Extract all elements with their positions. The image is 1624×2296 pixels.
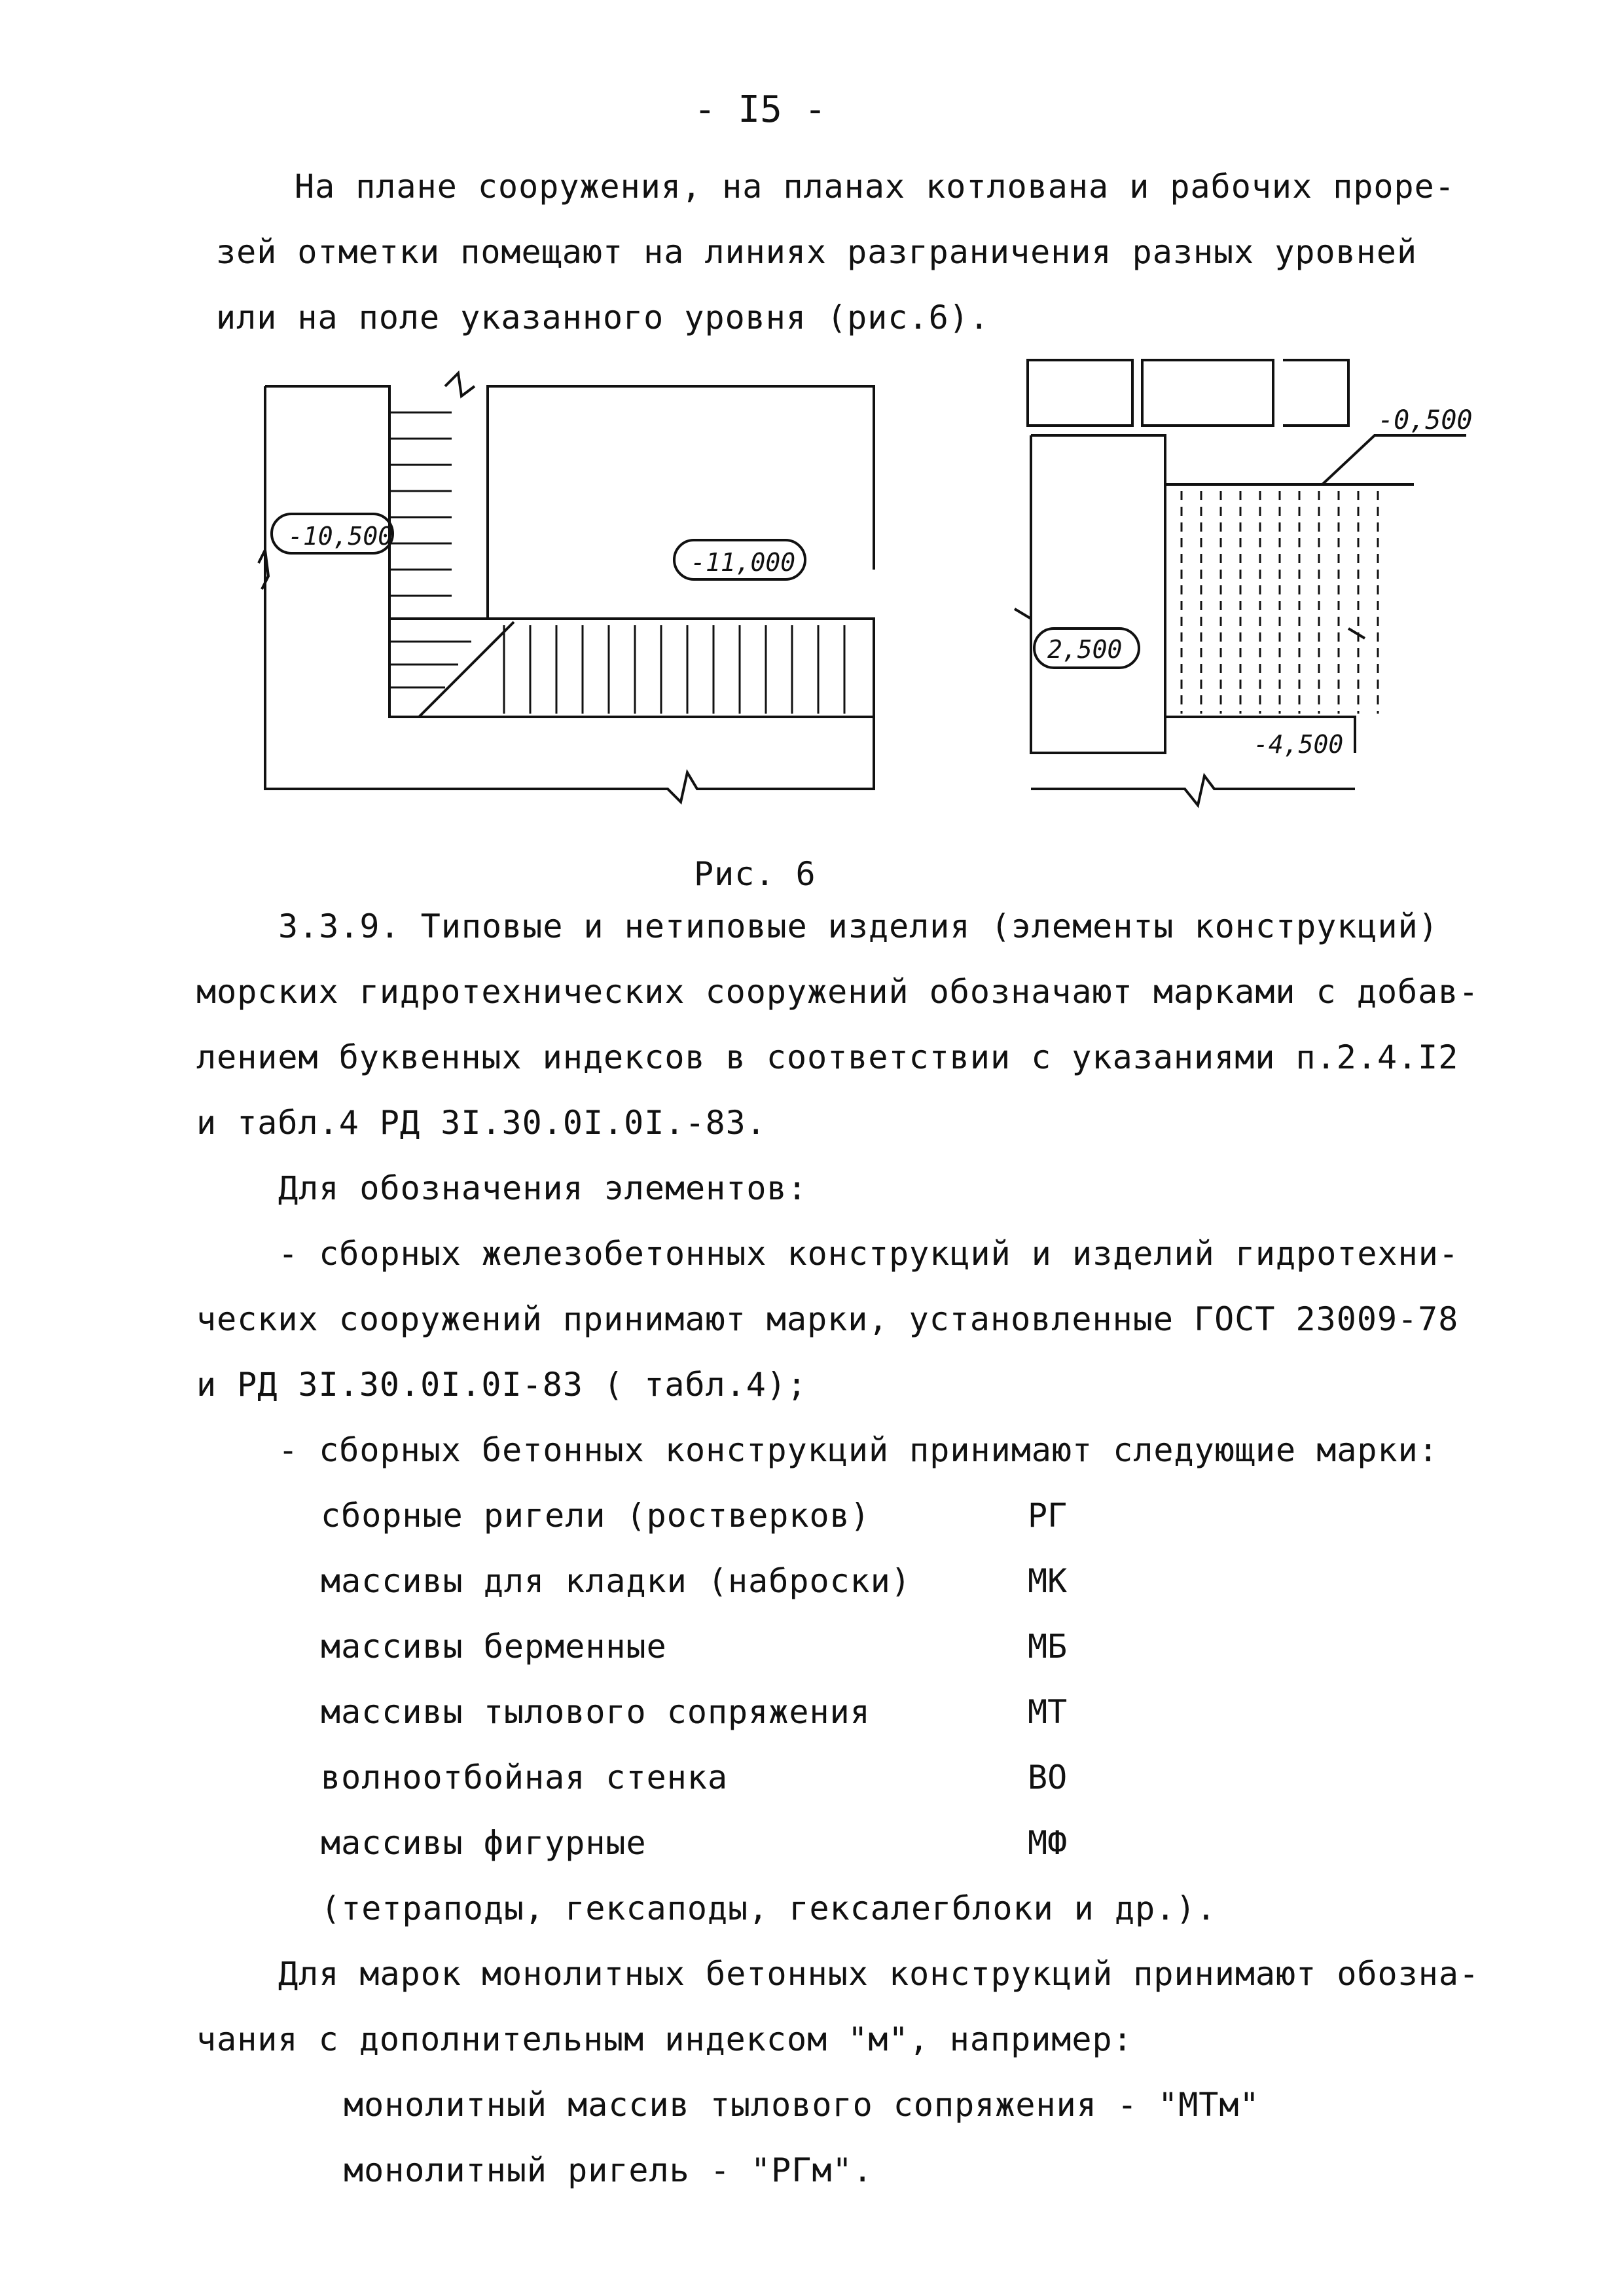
mark-code: РГ bbox=[1028, 1497, 1068, 1535]
mark-name: массивы берменные bbox=[321, 1628, 667, 1666]
mark-name: массивы тылового сопряжения bbox=[321, 1693, 871, 1731]
intro-line-2: зей отметки помещают на линиях разграничения разных уровней bbox=[216, 233, 1418, 271]
leader-top bbox=[1322, 435, 1466, 484]
mark-name: массивы для кладки (наброски) bbox=[321, 1562, 911, 1600]
mark-code: ВО bbox=[1028, 1758, 1068, 1796]
section-line-4: и табл.4 РД 3I.30.0I.0I.-83. bbox=[196, 1104, 767, 1142]
mark-code: МФ bbox=[1028, 1824, 1068, 1862]
left-outer-frame bbox=[265, 386, 874, 802]
example-1: монолитный массив тылового сопряжения - "МТм" bbox=[344, 2086, 1260, 2124]
left-horizontal-hatch bbox=[389, 412, 471, 687]
right-tick-right bbox=[1348, 629, 1365, 638]
mark-name: массивы фигурные bbox=[321, 1824, 647, 1862]
figure-left bbox=[259, 373, 874, 802]
marks-note: (тетраподы, гексаподы, гексалегблоки и др.). bbox=[321, 1889, 1217, 1927]
mark-name: волноотбойная стенка bbox=[321, 1758, 729, 1796]
mark-name: сборные ригели (ростверков) bbox=[321, 1497, 871, 1535]
page-number: - I5 - bbox=[694, 88, 827, 131]
left-break-mark-top bbox=[445, 373, 475, 396]
monolithic-line-2: чания с дополнительным индексом "м", например: bbox=[196, 2020, 1133, 2058]
figure-6 bbox=[0, 0, 1624, 864]
bullet2: - сборных бетонных конструкций принимают следующие марки: bbox=[278, 1431, 1439, 1469]
left-vertical-hatch bbox=[504, 625, 844, 714]
label-inner-level: -11,000 bbox=[691, 548, 796, 577]
designation-intro: Для обозначения элементов: bbox=[278, 1169, 808, 1207]
example-2: монолитный ригель - "РГм". bbox=[344, 2151, 873, 2189]
mark-code: МБ bbox=[1028, 1628, 1068, 1666]
left-diagonal bbox=[419, 622, 514, 717]
right-bottom-frame bbox=[1031, 776, 1355, 805]
block-3 bbox=[1283, 360, 1348, 426]
left-break-mark-side bbox=[259, 550, 268, 589]
block-2 bbox=[1142, 360, 1273, 426]
bullet1-line-2: ческих сооружений принимают марки, установленные ГОСТ 23009-78 bbox=[196, 1300, 1459, 1338]
intro-line-3: или на поле указанного уровня (рис.6). bbox=[216, 299, 990, 337]
label-right-level: 2,500 bbox=[1047, 635, 1123, 664]
mark-code: МТ bbox=[1028, 1693, 1068, 1731]
label-top-level: -0,500 bbox=[1378, 405, 1473, 435]
label-outer-level: -10,500 bbox=[288, 522, 393, 551]
intro-line-1: На плане сооружения, на планах котлована и рабочих проре- bbox=[295, 168, 1455, 206]
monolithic-line-1: Для марок монолитных бетонных конструкций принимают обозна- bbox=[278, 1955, 1480, 1993]
section-line-1: 3.3.9. Типовые и нетиповые изделия (элементы конструкций) bbox=[278, 907, 1439, 945]
right-wall bbox=[1031, 435, 1165, 753]
section-line-2: морских гидротехнических сооружений обозначают марками с добав- bbox=[196, 973, 1479, 1011]
block-1 bbox=[1028, 360, 1132, 426]
bullet1-line-3: и РД 3I.30.0I.0I-83 ( табл.4); bbox=[196, 1366, 808, 1404]
right-tick-left bbox=[1015, 609, 1031, 619]
right-vertical-hatch bbox=[1182, 491, 1378, 714]
label-bottom-level: -4,500 bbox=[1254, 730, 1344, 759]
figure-caption: Рис. 6 bbox=[694, 855, 816, 893]
mark-code: МК bbox=[1028, 1562, 1068, 1600]
section-line-3: лением буквенных индексов в соответствии с указаниями п.2.4.I2 bbox=[196, 1038, 1459, 1076]
bullet1-line-1: - сборных железобетонных конструкций и изделий гидротехни- bbox=[278, 1235, 1459, 1273]
